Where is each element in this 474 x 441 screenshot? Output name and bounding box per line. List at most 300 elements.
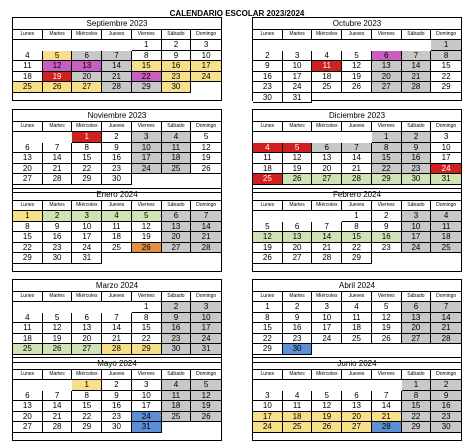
- day-cell: 22: [72, 164, 102, 175]
- day-cell: 12: [372, 313, 402, 324]
- day-cell: 6: [13, 143, 43, 154]
- day-cell: 8: [431, 51, 461, 62]
- month-title: Mayo 2024: [13, 358, 221, 370]
- day-cell: 23: [431, 412, 461, 423]
- month-title: Abril 2024: [253, 280, 461, 292]
- day-cell: 15: [13, 232, 43, 243]
- day-cell: 1: [13, 211, 43, 222]
- day-cell: 27: [13, 174, 43, 185]
- day-cell: 22: [342, 243, 372, 254]
- day-cell: 21: [43, 412, 73, 423]
- empty-cell: [253, 132, 283, 143]
- weekday-label: Viernes: [372, 292, 402, 301]
- day-cell: 2: [283, 302, 313, 313]
- month-block: [12, 279, 222, 363]
- month-block: [12, 188, 222, 272]
- weekday-label: Martes: [283, 201, 313, 210]
- day-cell: 14: [102, 61, 132, 72]
- day-cell: 10: [132, 391, 162, 402]
- day-cell: 21: [312, 243, 342, 254]
- weekday-label: Martes: [283, 30, 313, 39]
- day-cell: 30: [102, 422, 132, 433]
- weekday-label: Miércoles: [312, 30, 342, 39]
- day-cell: 16: [253, 72, 283, 83]
- day-cell: 23: [43, 243, 73, 254]
- day-cell: 22: [72, 412, 102, 423]
- weekday-header: [253, 30, 461, 40]
- day-cell: 6: [372, 51, 402, 62]
- day-cell: 13: [162, 222, 192, 233]
- weekday-label: Jueves: [102, 292, 132, 301]
- days-grid: [13, 211, 221, 264]
- weekday-label: Domingo: [436, 202, 457, 208]
- day-cell: 28: [431, 334, 461, 345]
- empty-cell: [43, 302, 73, 313]
- weekday-header: [253, 370, 461, 380]
- empty-cell: [13, 40, 43, 51]
- day-cell: 1: [132, 40, 162, 51]
- day-cell: 2: [102, 132, 132, 143]
- day-cell: 5: [283, 143, 313, 154]
- empty-cell: [43, 40, 73, 51]
- month-block: [252, 279, 462, 363]
- day-cell: 21: [431, 323, 461, 334]
- weekday-label: Miércoles: [72, 122, 102, 131]
- day-cell: 8: [72, 391, 102, 402]
- day-cell: 6: [162, 211, 192, 222]
- day-cell: 16: [431, 401, 461, 412]
- day-cell: 26: [132, 243, 162, 254]
- day-cell: 2: [162, 40, 192, 51]
- weekday-label: Sábado: [162, 122, 192, 131]
- day-cell: 12: [283, 153, 313, 164]
- weekday-label: Lunes: [253, 122, 283, 131]
- day-cell: 16: [402, 153, 432, 164]
- month-block: [252, 109, 462, 193]
- day-cell: 24: [402, 243, 432, 254]
- empty-cell: [283, 40, 313, 51]
- day-cell: 16: [162, 323, 192, 334]
- day-cell: 15: [372, 153, 402, 164]
- day-cell: 23: [102, 164, 132, 175]
- days-grid: [253, 40, 461, 103]
- day-cell: 13: [72, 61, 102, 72]
- day-cell: 22: [132, 334, 162, 345]
- day-cell: 21: [102, 72, 132, 83]
- weekday-label: Lunes: [13, 122, 43, 131]
- weekday-label: Jueves: [342, 292, 372, 301]
- day-cell: 26: [283, 174, 313, 185]
- weekday-label: Miércoles: [72, 292, 102, 301]
- day-cell: 24: [312, 334, 342, 345]
- weekday-label: Sábado: [162, 201, 192, 210]
- day-cell: 29: [72, 422, 102, 433]
- day-cell: 1: [72, 132, 102, 143]
- day-cell: 24: [191, 334, 221, 345]
- day-cell: 5: [132, 211, 162, 222]
- day-cell: 15: [431, 61, 461, 72]
- day-cell: 1: [402, 380, 432, 391]
- month-block: [252, 357, 462, 441]
- weekday-header: [13, 201, 221, 211]
- day-cell: 25: [431, 243, 461, 254]
- day-cell: 4: [13, 51, 43, 62]
- day-cell: 21: [43, 164, 73, 175]
- day-cell: 17: [132, 401, 162, 412]
- day-cell: 7: [402, 51, 432, 62]
- day-cell: 16: [372, 232, 402, 243]
- empty-cell: [402, 40, 432, 51]
- day-cell: 27: [402, 334, 432, 345]
- weekday-label: Lunes: [13, 30, 43, 39]
- day-cell: 26: [191, 164, 221, 175]
- empty-cell: [13, 302, 43, 313]
- weekday-label: Sábado: [402, 122, 432, 131]
- weekday-label: Domingo: [436, 31, 457, 37]
- month-title: Diciembre 2023: [253, 110, 461, 122]
- weekday-label: Lunes: [13, 370, 43, 379]
- day-cell: 19: [132, 232, 162, 243]
- day-cell: 12: [43, 61, 73, 72]
- day-cell: 18: [13, 72, 43, 83]
- day-cell: 20: [372, 72, 402, 83]
- day-cell: 11: [312, 61, 342, 72]
- day-cell: 20: [402, 323, 432, 334]
- day-cell: 26: [312, 422, 342, 433]
- day-cell: 8: [253, 313, 283, 324]
- empty-cell: [312, 380, 342, 391]
- weekday-label: Miércoles: [72, 30, 102, 39]
- day-cell: 16: [43, 232, 73, 243]
- day-cell: 4: [283, 391, 313, 402]
- weekday-header: [13, 30, 221, 40]
- day-cell: 17: [431, 153, 461, 164]
- day-cell: 30: [162, 344, 192, 355]
- day-cell: 3: [253, 391, 283, 402]
- day-cell: 9: [162, 51, 192, 62]
- day-cell: 27: [162, 243, 192, 254]
- day-cell: 18: [342, 323, 372, 334]
- weekday-label: Miércoles: [312, 370, 342, 379]
- day-cell: 17: [312, 323, 342, 334]
- month-title: Octubre 2023: [253, 18, 461, 30]
- day-cell: 9: [253, 61, 283, 72]
- day-cell: 23: [102, 412, 132, 423]
- day-cell: 6: [402, 302, 432, 313]
- day-cell: 8: [132, 313, 162, 324]
- day-cell: 29: [402, 422, 432, 433]
- day-cell: 19: [43, 72, 73, 83]
- weekday-label: Miércoles: [72, 370, 102, 379]
- weekday-label: Jueves: [342, 201, 372, 210]
- day-cell: 2: [402, 132, 432, 143]
- day-cell: 6: [283, 222, 313, 233]
- empty-cell: [342, 132, 372, 143]
- day-cell: 12: [132, 222, 162, 233]
- day-cell: 20: [312, 164, 342, 175]
- day-cell: 29: [253, 344, 283, 355]
- day-cell: 18: [162, 153, 192, 164]
- empty-cell: [253, 380, 283, 391]
- day-cell: 4: [162, 132, 192, 143]
- day-cell: 9: [402, 143, 432, 154]
- day-cell: 27: [72, 82, 102, 93]
- day-cell: 29: [13, 253, 43, 264]
- day-cell: 15: [253, 323, 283, 334]
- weekday-label: Viernes: [372, 370, 402, 379]
- day-cell: 26: [43, 344, 73, 355]
- weekday-label: Domingo: [196, 31, 217, 37]
- day-cell: 4: [312, 51, 342, 62]
- empty-cell: [372, 380, 402, 391]
- day-cell: 14: [312, 232, 342, 243]
- month-block: [12, 109, 222, 193]
- weekday-header: [253, 201, 461, 211]
- day-cell: 21: [102, 334, 132, 345]
- weekday-label: Domingo: [436, 123, 457, 129]
- day-cell: 16: [162, 61, 192, 72]
- day-cell: 24: [72, 243, 102, 254]
- month-block: [12, 357, 222, 441]
- day-cell: 22: [132, 72, 162, 83]
- day-cell: 30: [43, 253, 73, 264]
- day-cell: 3: [191, 40, 221, 51]
- empty-cell: [342, 40, 372, 51]
- day-cell: 2: [253, 51, 283, 62]
- weekday-header: [13, 370, 221, 380]
- empty-cell: [13, 132, 43, 143]
- day-cell: 7: [102, 313, 132, 324]
- day-cell: 5: [253, 222, 283, 233]
- month-block: [252, 17, 462, 101]
- weekday-label: Martes: [283, 122, 313, 131]
- day-cell: 18: [253, 164, 283, 175]
- day-cell: 19: [191, 153, 221, 164]
- day-cell: 1: [253, 302, 283, 313]
- day-cell: 2: [162, 302, 192, 313]
- day-cell: 7: [312, 222, 342, 233]
- day-cell: 10: [191, 313, 221, 324]
- weekday-label: Domingo: [436, 293, 457, 299]
- day-cell: 20: [13, 412, 43, 423]
- weekday-label: Martes: [283, 370, 313, 379]
- day-cell: 9: [102, 391, 132, 402]
- days-grid: [13, 380, 221, 433]
- empty-cell: [312, 132, 342, 143]
- day-cell: 25: [13, 344, 43, 355]
- day-cell: 31: [283, 93, 313, 104]
- day-cell: 17: [191, 61, 221, 72]
- day-cell: 14: [191, 222, 221, 233]
- day-cell: 13: [372, 61, 402, 72]
- day-cell: 31: [132, 422, 162, 433]
- day-cell: 12: [191, 143, 221, 154]
- weekday-label: Lunes: [253, 201, 283, 210]
- day-cell: 14: [43, 153, 73, 164]
- day-cell: 30: [283, 344, 313, 355]
- day-cell: 7: [102, 51, 132, 62]
- weekday-label: Sábado: [402, 201, 432, 210]
- weekday-label: Viernes: [372, 30, 402, 39]
- weekday-label: Miércoles: [72, 201, 102, 210]
- month-title: Noviembre 2023: [13, 110, 221, 122]
- day-cell: 22: [372, 164, 402, 175]
- empty-cell: [253, 40, 283, 51]
- month-block: [252, 188, 462, 272]
- day-cell: 18: [312, 72, 342, 83]
- day-cell: 13: [342, 401, 372, 412]
- day-cell: 7: [431, 302, 461, 313]
- weekday-label: Domingo: [436, 371, 457, 377]
- day-cell: 18: [102, 232, 132, 243]
- empty-cell: [253, 211, 283, 222]
- day-cell: 28: [102, 82, 132, 93]
- day-cell: 4: [13, 313, 43, 324]
- day-cell: 12: [342, 61, 372, 72]
- day-cell: 24: [191, 72, 221, 83]
- day-cell: 4: [342, 302, 372, 313]
- day-cell: 10: [431, 143, 461, 154]
- day-cell: 25: [162, 412, 192, 423]
- day-cell: 25: [312, 82, 342, 93]
- day-cell: 3: [312, 302, 342, 313]
- day-cell: 1: [372, 132, 402, 143]
- day-cell: 13: [13, 153, 43, 164]
- empty-cell: [43, 380, 73, 391]
- day-cell: 17: [72, 232, 102, 243]
- day-cell: 11: [253, 153, 283, 164]
- day-cell: 23: [402, 164, 432, 175]
- day-cell: 25: [102, 243, 132, 254]
- days-grid: [13, 302, 221, 355]
- day-cell: 21: [372, 412, 402, 423]
- days-grid: [253, 380, 461, 433]
- day-cell: 11: [162, 391, 192, 402]
- day-cell: 30: [102, 174, 132, 185]
- day-cell: 19: [312, 412, 342, 423]
- day-cell: 19: [283, 164, 313, 175]
- day-cell: 24: [132, 164, 162, 175]
- weekday-label: Domingo: [196, 371, 217, 377]
- day-cell: 7: [43, 391, 73, 402]
- day-cell: 6: [72, 51, 102, 62]
- empty-cell: [372, 40, 402, 51]
- day-cell: 14: [43, 401, 73, 412]
- day-cell: 21: [402, 72, 432, 83]
- empty-cell: [283, 132, 313, 143]
- day-cell: 5: [372, 302, 402, 313]
- day-cell: 17: [191, 323, 221, 334]
- day-cell: 23: [253, 82, 283, 93]
- day-cell: 1: [342, 211, 372, 222]
- day-cell: 14: [372, 401, 402, 412]
- day-cell: 29: [72, 174, 102, 185]
- weekday-label: Martes: [43, 122, 73, 131]
- day-cell: 29: [372, 174, 402, 185]
- day-cell: 5: [43, 313, 73, 324]
- weekday-label: Sábado: [162, 30, 192, 39]
- day-cell: 11: [13, 323, 43, 334]
- weekday-label: Viernes: [132, 370, 162, 379]
- day-cell: 10: [312, 313, 342, 324]
- day-cell: 31: [431, 174, 461, 185]
- day-cell: 13: [283, 232, 313, 243]
- day-cell: 6: [312, 143, 342, 154]
- month-title: Febrero 2024: [253, 189, 461, 201]
- day-cell: 6: [72, 313, 102, 324]
- day-cell: 7: [43, 143, 73, 154]
- day-cell: 9: [43, 222, 73, 233]
- day-cell: 24: [431, 164, 461, 175]
- weekday-label: Lunes: [253, 370, 283, 379]
- weekday-label: Miércoles: [312, 201, 342, 210]
- day-cell: 15: [402, 401, 432, 412]
- day-cell: 11: [342, 313, 372, 324]
- day-cell: 27: [283, 253, 313, 264]
- day-cell: 24: [283, 82, 313, 93]
- weekday-label: Jueves: [342, 370, 372, 379]
- day-cell: 30: [253, 93, 283, 104]
- weekday-label: Sábado: [402, 370, 432, 379]
- day-cell: 16: [102, 401, 132, 412]
- day-cell: 28: [191, 243, 221, 254]
- day-cell: 16: [102, 153, 132, 164]
- day-cell: 9: [162, 313, 192, 324]
- day-cell: 13: [312, 153, 342, 164]
- day-cell: 13: [402, 313, 432, 324]
- day-cell: 6: [13, 391, 43, 402]
- day-cell: 25: [283, 422, 313, 433]
- weekday-label: Miércoles: [312, 292, 342, 301]
- day-cell: 21: [342, 164, 372, 175]
- weekday-label: Jueves: [102, 370, 132, 379]
- day-cell: 29: [342, 253, 372, 264]
- day-cell: 16: [283, 323, 313, 334]
- day-cell: 15: [72, 401, 102, 412]
- day-cell: 28: [102, 344, 132, 355]
- day-cell: 4: [253, 143, 283, 154]
- day-cell: 17: [132, 153, 162, 164]
- day-cell: 26: [372, 334, 402, 345]
- weekday-label: Jueves: [102, 122, 132, 131]
- weekday-label: Viernes: [132, 201, 162, 210]
- empty-cell: [312, 211, 342, 222]
- day-cell: 2: [43, 211, 73, 222]
- month-title: Junio 2024: [253, 358, 461, 370]
- day-cell: 6: [342, 391, 372, 402]
- day-cell: 1: [132, 302, 162, 313]
- day-cell: 28: [43, 422, 73, 433]
- day-cell: 30: [431, 422, 461, 433]
- day-cell: 20: [72, 72, 102, 83]
- day-cell: 11: [102, 222, 132, 233]
- day-cell: 18: [13, 334, 43, 345]
- empty-cell: [102, 40, 132, 51]
- empty-cell: [342, 380, 372, 391]
- weekday-label: Domingo: [196, 123, 217, 129]
- month-title: Septiembre 2023: [13, 18, 221, 30]
- weekday-label: Viernes: [372, 201, 402, 210]
- day-cell: 22: [431, 72, 461, 83]
- empty-cell: [13, 380, 43, 391]
- day-cell: 11: [13, 61, 43, 72]
- day-cell: 15: [72, 153, 102, 164]
- day-cell: 25: [162, 164, 192, 175]
- day-cell: 28: [372, 422, 402, 433]
- day-cell: 19: [191, 401, 221, 412]
- day-cell: 3: [283, 51, 313, 62]
- empty-cell: [72, 302, 102, 313]
